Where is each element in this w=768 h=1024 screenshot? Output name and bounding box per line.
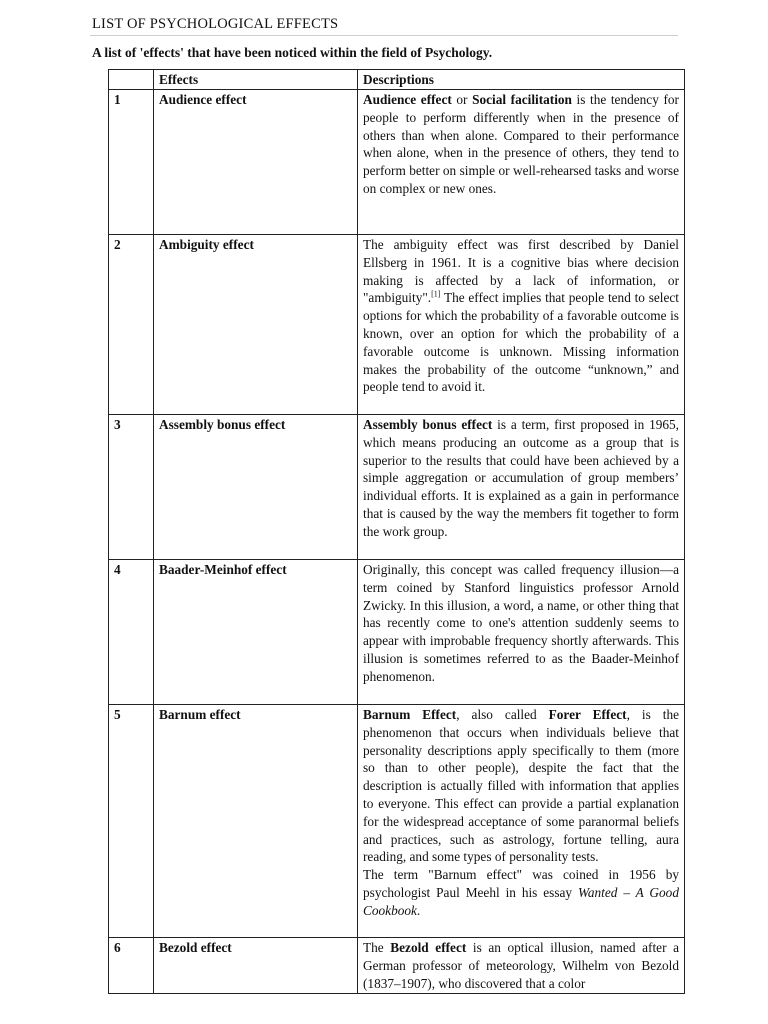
row-number: 5: [109, 705, 154, 938]
header-effects: Effects: [154, 70, 358, 90]
effect-description: [358, 938, 685, 994]
description-text: .: [416, 902, 421, 918]
effect-description: [358, 560, 685, 705]
effect-name: Assembly bonus effect: [154, 415, 358, 560]
effect-description: [358, 705, 685, 938]
table-row: [109, 560, 685, 705]
description-text: The effect implies that people tend to select options for which the probability of a favorable outcome is known, over an option for which the probability of a favorable outcome is unknown. Missing information makes the probability of the outcome “unknown,” and people tend to avoid it.: [363, 290, 679, 395]
table-row: [109, 938, 685, 994]
description-text: The: [363, 940, 391, 955]
header-descriptions: Descriptions: [358, 70, 685, 90]
effect-description: [358, 90, 685, 235]
term-bold: Audience effect: [363, 92, 452, 107]
effect-name: Audience effect: [154, 90, 358, 235]
effects-table: [108, 69, 685, 994]
description-text: The term "Barnum effect" was coined in 1956 by psychologist Paul Meehl in his essay: [363, 867, 679, 900]
effect-description: [358, 235, 685, 415]
row-number: 3: [109, 415, 154, 560]
table-row: [109, 705, 685, 938]
title-underline: [90, 35, 678, 36]
row-number: 4: [109, 560, 154, 705]
document-subtitle: A list of 'effects' that have been noticed within the field of Psychology.: [92, 45, 493, 60]
term-bold: Social facilitation: [472, 92, 572, 107]
term-bold: Forer Effect: [548, 707, 627, 722]
table-row: [109, 235, 685, 415]
essay-title-italic: Wanted – A Good Cookbook: [363, 884, 679, 918]
table-header-row: [109, 70, 685, 90]
effect-name: Ambiguity effect: [154, 235, 358, 415]
term-bold: Barnum Effect: [363, 707, 457, 722]
description-text: is a term, first proposed in 1965, which means producing an outcome as a group that is superior to the results that could have been achieved by a simple aggregation or accumulation of group members’ individual efforts. It is explained as a gain in performance that is caused by the way the members fit together to form the work group.: [363, 417, 679, 539]
description-text: is an optical illusion, named after a German professor of meteorology, Wilhelm von Bezold (1837–1907), who discovered that a color: [363, 940, 679, 991]
term-bold: Assembly bonus effect: [363, 417, 493, 432]
description-text: The ambiguity effect was first described by Daniel Ellsberg in 1961. It is a cognitive bias where decision making is affected by a lack of information, or "ambiguity".: [363, 237, 679, 306]
header-number: [109, 70, 154, 90]
description-text: Originally, this concept was called frequency illusion—a term coined by Stanford linguistics professor Arnold Zwicky. In this illusion, a word, a name, or other thing that has recently come to one's attention suddenly seems to appear with improbable frequency shortly afterwards. This illusion is sometimes referred to as the Baader-Meinhof phenomenon.: [363, 562, 679, 684]
row-number: 1: [109, 90, 154, 235]
row-number: 2: [109, 235, 154, 415]
description-text: or: [451, 92, 473, 107]
effect-description: [358, 415, 685, 560]
effect-name: Bezold effect: [154, 938, 358, 994]
citation-superscript: [1]: [431, 289, 441, 299]
document-title: LIST OF PSYCHOLOGICAL EFFECTS: [92, 16, 339, 32]
description-text: is the tendency for people to perform differently when in the presence of others than when alone. Compared to their performance when alone, when in the presence of others, they tend to perform better on simple or well-rehearsed tasks and worse on complex or new ones.: [363, 92, 679, 196]
term-bold: Bezold effect: [390, 940, 467, 955]
row-number: 6: [109, 938, 154, 994]
table-row: [109, 415, 685, 560]
description-text: , is the phenomenon that occurs when individuals believe that personality descriptions apply specifically to them (more so than to other people), despite the fact that the description is actually filled with information that applies to everyone. This effect can provide a partial explanation for the widespread acceptance of some paranormal beliefs and practices, such as astrology, fortune telling, aura reading, and some types of personality tests.: [363, 707, 679, 865]
table-row: [109, 90, 685, 235]
effect-name: Baader-Meinhof effect: [154, 560, 358, 705]
effect-name: Barnum effect: [154, 705, 358, 938]
description-text: , also called: [456, 707, 549, 722]
